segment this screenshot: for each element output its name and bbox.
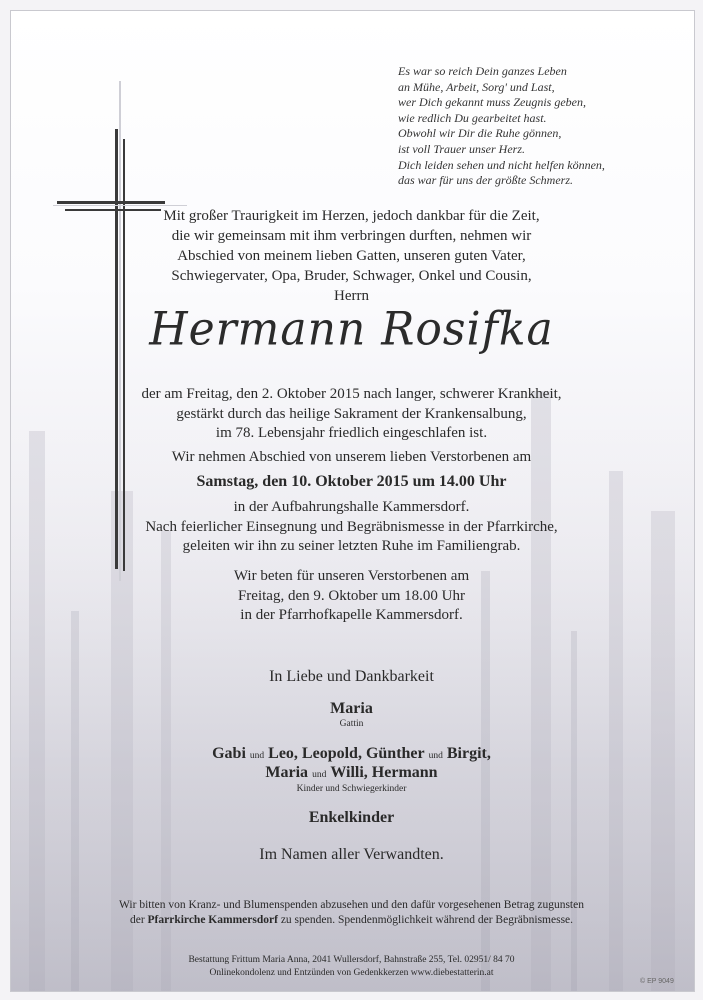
conjunction: und xyxy=(249,751,265,761)
farewell-intro: Wir nehmen Abschied von unserem lieben Verstorbenen am xyxy=(171,449,532,465)
prayer-line: Wir beten für unseren Verstorbenen am xyxy=(233,568,470,584)
funeral-date: Samstag, den 10. Oktober 2015 um 14.00 Uhr xyxy=(196,473,507,490)
deceased-name xyxy=(0,304,703,355)
intro-text xyxy=(0,206,703,306)
conjunction: und xyxy=(428,751,443,761)
child-name: Maria xyxy=(265,764,309,781)
undertaker-line-1: Bestattung Frittum Maria Anna, 2041 Wullersdorf, Bahnstraße 255, Tel. 02951/ 84 70 xyxy=(188,955,515,965)
donation-line-2 xyxy=(0,913,703,928)
wife-label: Gattin xyxy=(339,719,364,729)
intro-line: Mit großer Traurigkeit im Herzen, jedoch dankbar für die Zeit, xyxy=(163,208,540,224)
poem-line: Dich leiden sehen und nicht helfen können, xyxy=(398,157,605,172)
intro-line: die wir gemeinsam mit ihm verbringen durften, nehmen wir xyxy=(171,228,532,244)
deceased-name-text: Hermann Rosifka xyxy=(149,302,554,357)
intro-line: Abschied von meinem lieben Gatten, unseren guten Vater, xyxy=(177,248,526,264)
children-label: Kinder und Schwiegerkinder xyxy=(296,784,407,794)
poem-line: Obwohl wir Dir die Ruhe gönnen, xyxy=(398,126,562,141)
child-name: Gabi xyxy=(212,745,246,762)
print-code: © EP 9049 xyxy=(640,978,674,985)
prayer-line: Freitag, den 9. Oktober um 18.00 Uhr xyxy=(237,587,466,604)
donation-recipient: Pfarrkirche Kammersdorf xyxy=(147,914,278,926)
prayer-notice xyxy=(0,567,703,626)
child-name: Leo, Leopold, Günther xyxy=(268,745,425,762)
mourners-intro: In Liebe und Dankbarkeit xyxy=(269,668,434,685)
conjunction: und xyxy=(312,770,327,780)
undertaker-info xyxy=(0,954,703,980)
funeral-details-line: geleiten wir ihn zu seiner letzten Ruhe im Familiengrab. xyxy=(182,538,521,554)
death-notice-line: gestärkt durch das heilige Sakrament der Krankensalbung, xyxy=(176,405,527,422)
donation-suffix: zu spenden. Spendenmöglichkeit während der Begräbnismesse. xyxy=(280,914,574,926)
death-notice xyxy=(0,385,703,444)
poem-line: das war für uns der größte Schmerz. xyxy=(398,173,574,188)
funeral-details-line: in der Aufbahrungshalle Kammersdorf. xyxy=(233,499,470,515)
intro-line: Schwiegervater, Opa, Bruder, Schwager, Onkel und Cousin, xyxy=(171,268,532,284)
poem-line: Es war so reich Dein ganzes Leben xyxy=(398,64,567,78)
funeral-details xyxy=(0,498,703,557)
child-name: Birgit, xyxy=(446,745,491,762)
intro-line: Herrn xyxy=(334,288,369,304)
grandchildren: Enkelkinder xyxy=(308,809,395,826)
poem xyxy=(398,64,658,189)
death-notice-line: der am Freitag, den 2. Oktober 2015 nach langer, schwerer Krankheit, xyxy=(141,386,562,402)
donation-notice xyxy=(0,898,703,928)
prayer-line: in der Pfarrhofkapelle Kammersdorf. xyxy=(240,607,463,623)
children-line-2 xyxy=(0,764,703,782)
death-notice-line: im 78. Lebensjahr friedlich eingeschlafen ist. xyxy=(215,425,488,441)
children-line-1 xyxy=(0,745,703,763)
wife-name: Maria xyxy=(330,700,373,717)
child-name: Willi, Hermann xyxy=(330,764,438,781)
poem-line: wer Dich gekannt muss Zeugnis geben, xyxy=(398,95,586,110)
undertaker-line-2: Onlinekondolenz und Entzünden von Gedenkkerzen www.diebestatterin.at xyxy=(209,968,494,978)
funeral-details-line: Nach feierlicher Einsegnung und Begräbnismesse in der Pfarrkirche, xyxy=(145,518,558,535)
donation-prefix: der xyxy=(129,914,145,926)
poem-line: ist voll Trauer unser Herz. xyxy=(398,141,526,156)
poem-line: an Mühe, Arbeit, Sorg' und Last, xyxy=(398,79,555,94)
relatives: Im Namen aller Verwandten. xyxy=(259,846,444,863)
donation-line-1: Wir bitten von Kranz- und Blumenspenden abzusehen und den dafür vorgesehenen Betrag zugunsten xyxy=(119,899,584,911)
poem-line: wie redlich Du gearbeitet hast. xyxy=(398,110,547,125)
